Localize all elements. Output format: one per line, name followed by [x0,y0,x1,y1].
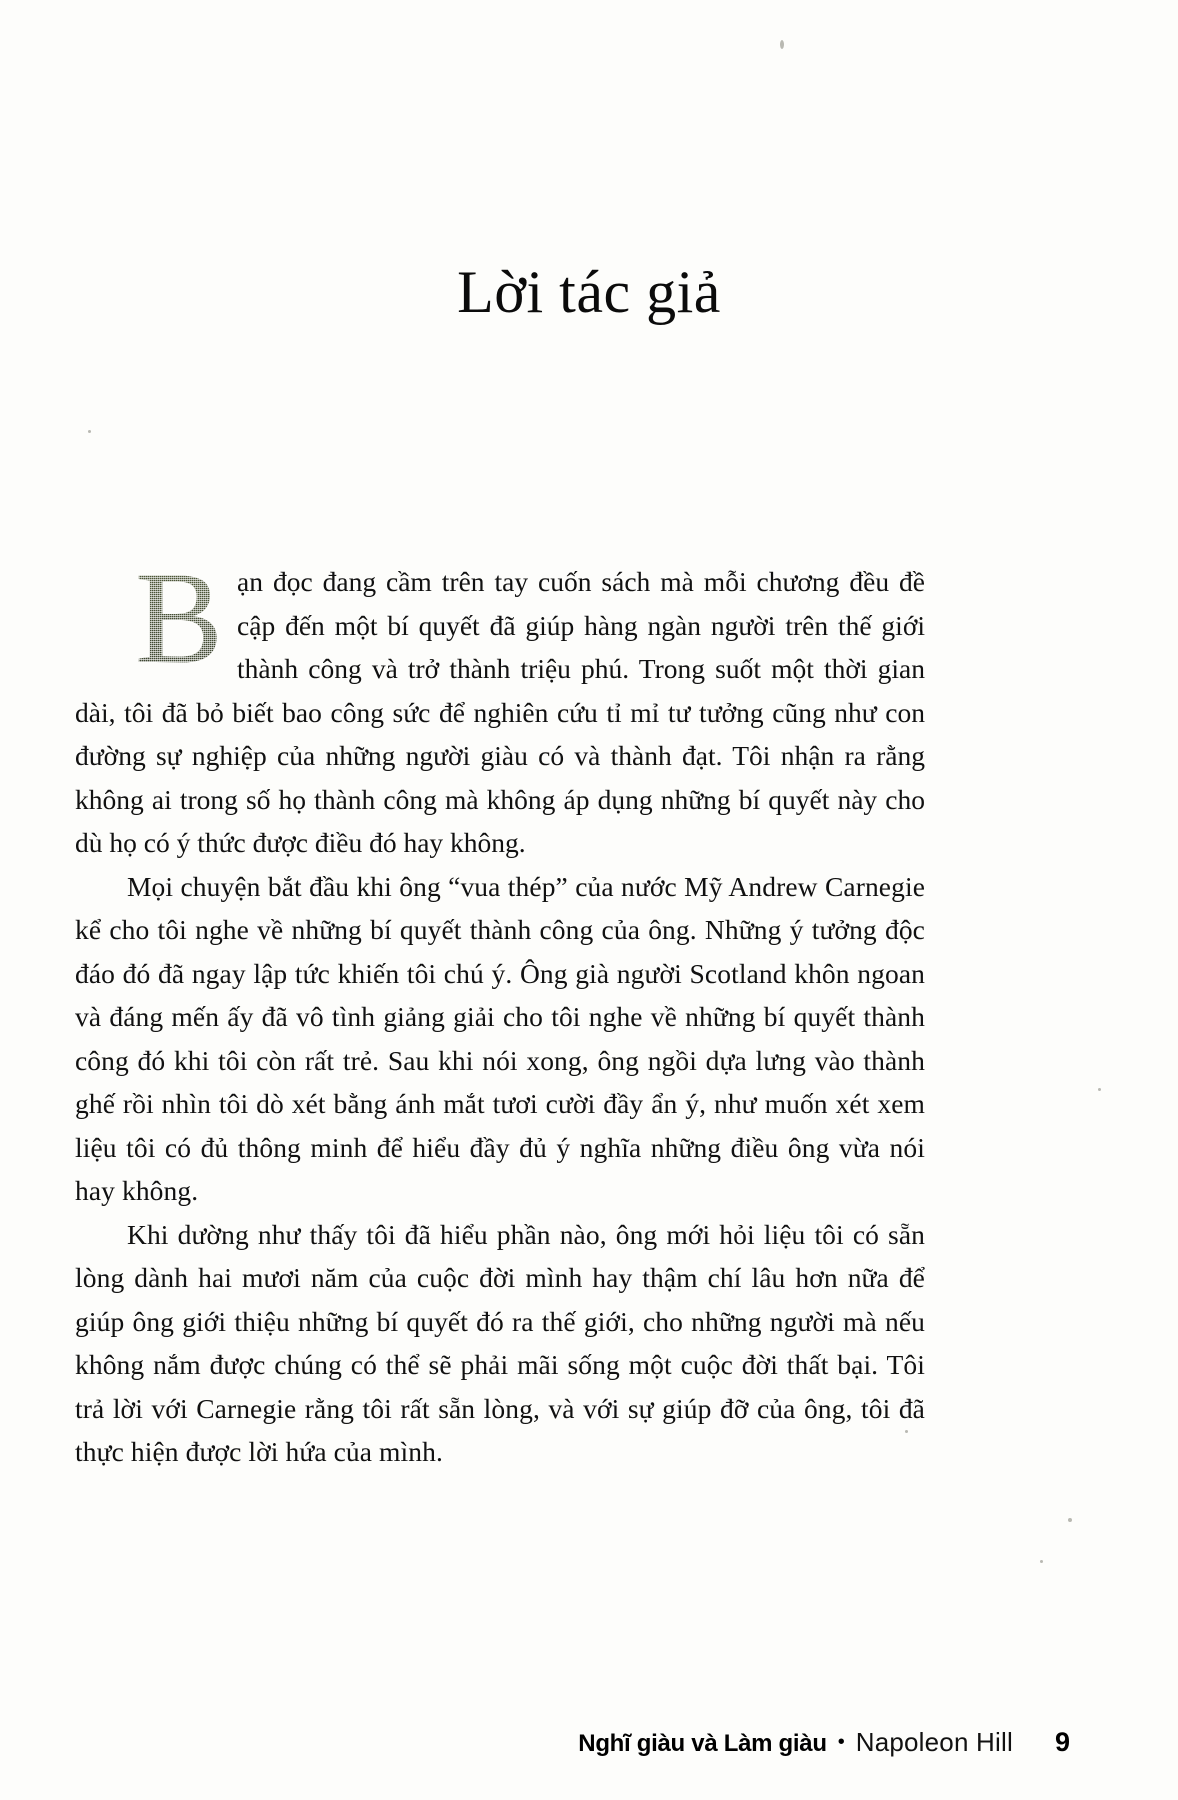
first-paragraph-block [75,544,925,865]
footer-credit-line [578,1727,1070,1758]
footer-author-name: Napoleon Hill [855,1727,1013,1757]
paragraph-3: Khi dường như thấy tôi đã hiểu phần nào, ông mới hỏi liệu tôi có sẵn lòng dành hai mươi năm của cuộc đời mình hay thậm chí lâu hơn nữa để giúp ông giới thiệu những bí quyết đó ra thế giới, cho những người mà nếu không nắm được chúng có thể sẽ phải mãi sống một cuộc đời thất bại. Tôi trả lời với Carnegie rằng tôi rất sẵn lòng, và với sự giúp đỡ của ông, tôi đã thực hiện được lời hứa của mình. [75,1218,925,1467]
scan-speckle [780,40,784,49]
page-body [75,544,925,1474]
scan-speckle [1040,1560,1043,1563]
page-title: Lời tác giả [457,259,721,326]
scan-speckle [1068,1518,1072,1522]
footer-book-title: Nghĩ giàu và Làm giàu [578,1730,827,1757]
paragraph-1: ạn đọc đang cầm trên tay cuốn sách mà mỗi chương đều đề cập đến một bí quyết đã giúp hàng ngàn người trên thế giới thành công và trở thành triệu phú. Trong suốt một thời gian dài, tôi đã bỏ biết bao công sức để nghiên cứu tỉ mỉ tư tưởng cũng như con đường sự nghiệp của những người giàu có và thành đạt. Tôi nhận ra rằng không ai trong số họ thành công mà không áp dụng những bí quyết này cho dù họ có ý thức được điều đó hay không. [75,566,925,858]
scan-speckle [88,430,91,433]
footer-separator-bullet: • [837,1731,845,1753]
drop-cap-letter: B [135,544,224,691]
scan-speckle [1098,1088,1101,1091]
paragraph-2: Mọi chuyện bắt đầu khi ông “vua thép” của nước Mỹ Andrew Carnegie kể cho tôi nghe về những bí quyết thành công của ông. Những ý tưởng độc đáo đó đã ngay lập tức khiến tôi chú ý. Ông già người Scotland khôn ngoan và đáng mến ấy đã vô tình giảng giải cho tôi nghe về những bí quyết thành công đó khi tôi còn rất trẻ. Sau khi nói xong, ông ngồi dựa lưng vào thành ghế rồi nhìn tôi dò xét bằng ánh mắt tươi cười đầy ẩn ý, như muốn xét xem liệu tôi có đủ thông minh để hiểu đầy đủ ý nghĩa những điều ông vừa nói hay không. [75,870,925,1206]
page-number: 9 [1054,1727,1070,1757]
page-footer [0,1670,1178,1800]
